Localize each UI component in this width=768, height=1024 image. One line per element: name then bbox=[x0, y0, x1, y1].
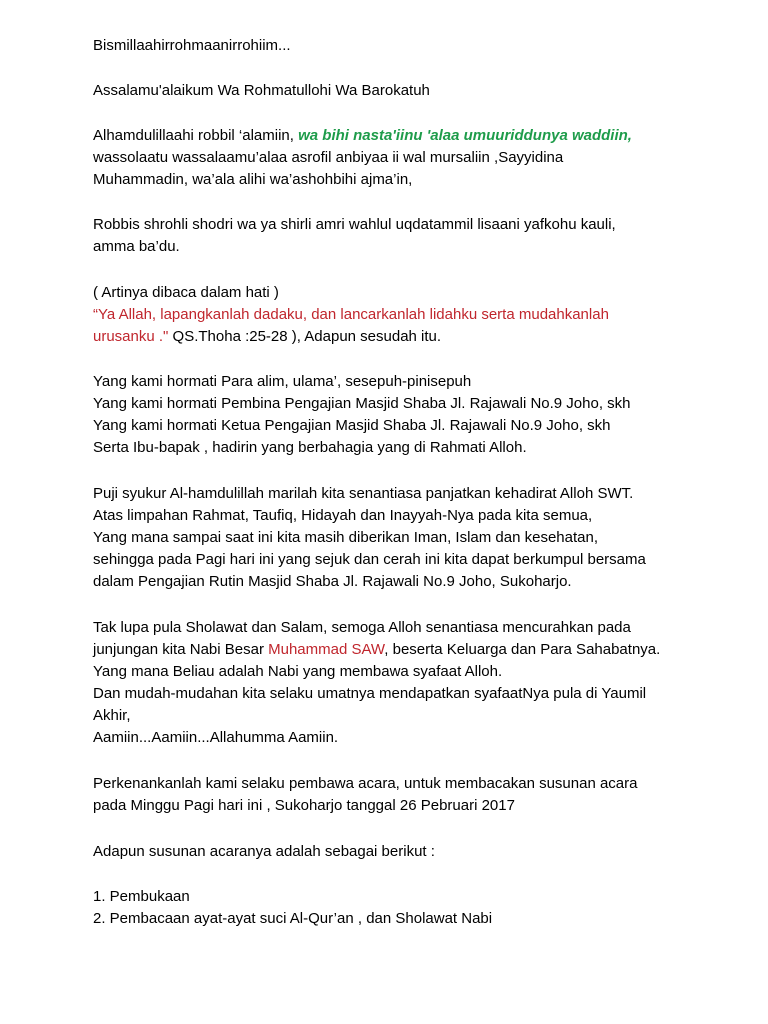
artinya-quote-end: urusanku ." bbox=[93, 328, 169, 345]
hormat-line-1: Yang kami hormati Para alim, ulama’, sesepuh-pinisepuh bbox=[93, 373, 472, 390]
doa-line-1: Robbis shrohli shodri wa ya shirli amri wahlul uqdatammil lisaani yafkohu kauli, bbox=[93, 216, 616, 233]
syukur-line-2: Atas limpahan Rahmat, Taufiq, Hidayah dan Inayyah-Nya pada kita semua, bbox=[93, 507, 593, 524]
syukur-line-5: dalam Pengajian Rutin Masjid Shaba Jl. Rajawali No.9 Joho, Sukoharjo. bbox=[93, 573, 572, 590]
hamdalah-line-3: Muhammadin, wa’ala alihi wa’ashohbihi ajma’in, bbox=[93, 171, 413, 188]
salam-line: Assalamu'alaikum Wa Rohmatullohi Wa Barokatuh bbox=[93, 82, 430, 99]
sholawat-line-3: Yang mana Beliau adalah Nabi yang membawa syafaat Alloh. bbox=[93, 663, 503, 680]
hormat-line-2: Yang kami hormati Pembina Pengajian Masjid Shaba Jl. Rajawali No.9 Joho, skh bbox=[93, 395, 631, 412]
sholawat-text-c: , beserta Keluarga dan Para Sahabatnya. bbox=[384, 641, 661, 658]
sholawat-line-2 bbox=[93, 641, 660, 659]
muhammad-saw: Muhammad SAW bbox=[268, 641, 385, 658]
perkenankan-line-1: Perkenankanlah kami selaku pembawa acara, untuk membacakan susunan acara bbox=[93, 775, 638, 792]
hamdalah-line-1 bbox=[93, 127, 632, 145]
sholawat-line-4: Dan mudah-mudahan kita selaku umatnya mendapatkan syafaatNya pula di Yaumil bbox=[93, 685, 647, 702]
syukur-line-1: Puji syukur Al-hamdulillah marilah kita senantiasa panjatkan kehadirat Alloh SWT. bbox=[93, 485, 634, 502]
hamdalah-line-2: wassolaatu wassalaamu’alaa asrofil anbiyaa ii wal mursaliin ,Sayyidina bbox=[93, 149, 564, 166]
sholawat-line-6: Aamiin...Aamiin...Allahumma Aamiin. bbox=[93, 729, 339, 746]
hormat-line-4: Serta Ibu-bapak , hadirin yang berbahagia yang di Rahmati Alloh. bbox=[93, 439, 527, 456]
hormat-line-3: Yang kami hormati Ketua Pengajian Masjid Shaba Jl. Rajawali No.9 Joho, skh bbox=[93, 417, 611, 434]
doa-line-2: amma ba’du. bbox=[93, 238, 180, 255]
hamdalah-text: Alhamdulillaahi robbil ‘alamiin, bbox=[93, 127, 294, 144]
artinya-ref: QS.Thoha :25-28 ), Adapun sesudah itu. bbox=[168, 328, 442, 345]
artinya-quote-2 bbox=[93, 328, 441, 346]
sholawat-line-1: Tak lupa pula Sholawat dan Salam, semoga Alloh senantiasa mencurahkan pada bbox=[93, 619, 631, 636]
artinya-note: ( Artinya dibaca dalam hati ) bbox=[93, 284, 279, 301]
syukur-line-3: Yang mana sampai saat ini kita masih diberikan Iman, Islam dan kesehatan, bbox=[93, 529, 598, 546]
susunan-intro: Adapun susunan acaranya adalah sebagai berikut : bbox=[93, 843, 435, 860]
artinya-quote-1: “Ya Allah, lapangkanlah dadaku, dan lancarkanlah lidahku serta mudahkanlah bbox=[93, 306, 609, 323]
sholawat-text-a: junjungan kita Nabi Besar bbox=[93, 641, 269, 658]
hamdalah-highlight: wa bihi nasta'iinu 'alaa umuuriddunya waddiin, bbox=[298, 127, 632, 144]
agenda-item-2: 2. Pembacaan ayat-ayat suci Al-Qur’an , dan Sholawat Nabi bbox=[93, 910, 493, 927]
agenda-item-1: 1. Pembukaan bbox=[93, 888, 190, 905]
sholawat-line-5: Akhir, bbox=[93, 707, 131, 724]
syukur-line-4: sehingga pada Pagi hari ini yang sejuk dan cerah ini kita dapat berkumpul bersama bbox=[93, 551, 646, 568]
opening-line: Bismillaahirrohmaanirrohiim... bbox=[93, 37, 291, 54]
perkenankan-line-2: pada Minggu Pagi hari ini , Sukoharjo tanggal 26 Pebruari 2017 bbox=[93, 797, 515, 814]
